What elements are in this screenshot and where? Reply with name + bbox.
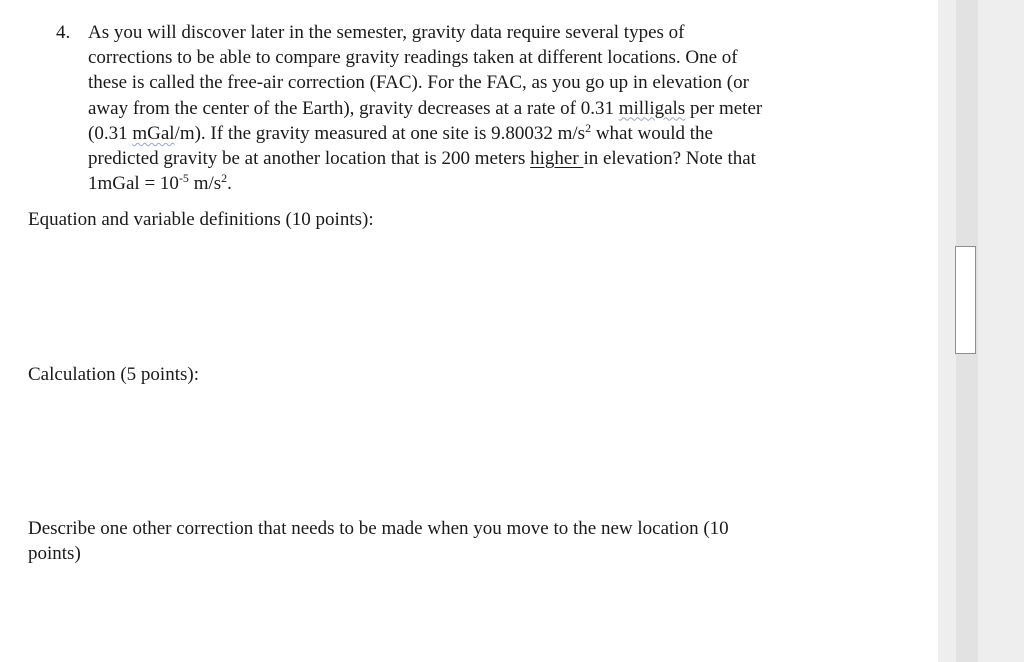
text-run: what would the (591, 122, 713, 144)
question-text (88, 20, 818, 196)
text-run: corrections to be able to compare gravity readings taken at different locations. One of (88, 47, 738, 69)
text-run: (0.31 (88, 122, 133, 144)
text-run: away from the center of the Earth), gravity decreases at a rate of 0.31 (88, 97, 619, 119)
question-line (88, 171, 818, 196)
text-run: . (227, 173, 232, 195)
calculation-prompt: Calculation (5 points): (28, 364, 199, 385)
underlined-text: higher (530, 148, 584, 170)
question-line (88, 70, 818, 95)
text-run: these is called the free-air correction (FAC). For the FAC, as you go up in elevation (or (88, 72, 749, 94)
describe-prompt (28, 516, 828, 566)
scrollbar-thumb[interactable] (955, 246, 976, 354)
superscript: -5 (178, 171, 189, 186)
text-run: predicted gravity be at another location that is 200 meters (88, 148, 531, 170)
text-run: per meter (685, 97, 763, 119)
describe-prompt-line-1: Describe one other correction that needs to be made when you move to the new location (10 (28, 518, 729, 539)
text-run: As you will discover later in the semester, gravity data require several types of (88, 22, 685, 43)
equation-prompt: Equation and variable definitions (10 points): (28, 209, 374, 230)
question-line (88, 45, 818, 70)
side-panel (938, 0, 1024, 662)
text-run: /m). If the gravity measured at one site is 9.80032 m/s (174, 122, 586, 144)
question-line (88, 96, 818, 121)
describe-prompt-line-2: points) (28, 543, 81, 564)
superscript: 2 (585, 120, 592, 135)
question-line (88, 121, 818, 146)
text-run: 1mGal = 10 (88, 173, 179, 195)
spellcheck-flagged-word: milligals (618, 97, 686, 119)
superscript: 2 (221, 171, 228, 186)
text-run: m/s (188, 173, 222, 195)
text-run: in elevation? Note that (583, 148, 756, 170)
spellcheck-flagged-word: mGal (132, 122, 175, 144)
question-line (88, 20, 818, 45)
question-line (88, 146, 818, 171)
question-number: 4. (56, 22, 71, 43)
partial-toolbar-glyphs (990, 0, 1024, 4)
